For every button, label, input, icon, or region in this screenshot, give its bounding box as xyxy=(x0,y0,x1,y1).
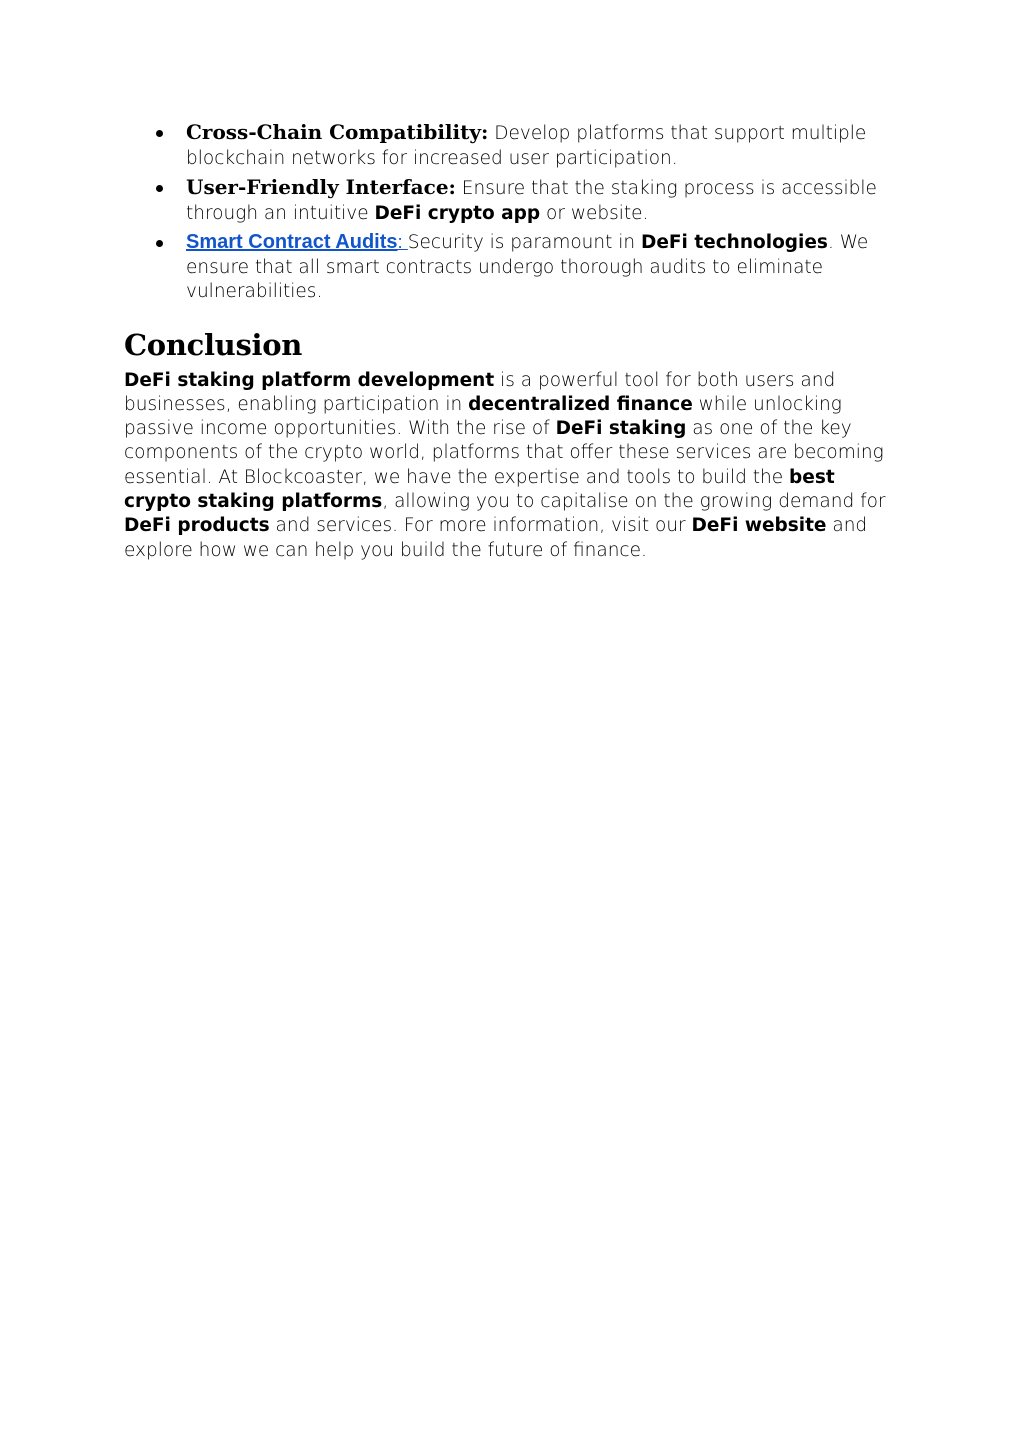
list-item xyxy=(124,175,904,226)
conclusion-paragraph xyxy=(124,369,904,563)
list-item xyxy=(124,230,904,305)
list-item-lead: User-Friendly Interface: xyxy=(186,175,456,199)
document-page xyxy=(124,120,904,563)
keyword: best crypto staking platforms xyxy=(124,466,835,512)
paragraph-text: while unlocking passive income opportunities. With the rise of xyxy=(124,393,842,440)
bullet-icon xyxy=(156,185,163,192)
list-item-text: Develop platforms that support multiple blockchain networks for increased user participation. xyxy=(186,123,867,169)
list-item-text: or website. xyxy=(540,202,649,224)
list-item xyxy=(124,120,904,171)
list-item-lead: Cross-Chain Compatibility: xyxy=(186,120,489,144)
list-item-text: . We ensure that all smart contracts undergo thorough audits to eliminate vulnerabilities. xyxy=(186,232,869,302)
keyword-defi-crypto-app: DeFi crypto app xyxy=(374,202,541,224)
feature-list xyxy=(124,120,904,305)
keyword: decentralized finance xyxy=(468,393,693,415)
paragraph-text: and services. For more information, visit our xyxy=(269,515,692,537)
bullet-icon xyxy=(156,130,163,137)
paragraph-text: is a powerful tool for both users and businesses, enabling participation in xyxy=(124,369,836,415)
list-item-text: Ensure that the staking process is accessible through an intuitive xyxy=(186,178,877,224)
keyword: DeFi website xyxy=(691,515,827,537)
bullet-icon xyxy=(156,240,163,247)
keyword: DeFi staking xyxy=(555,418,687,440)
keyword-defi-technologies: DeFi technologies xyxy=(641,232,828,253)
paragraph-text: as one of the key components of the crypto world, platforms that offer these services are becoming essential. At Blockcoaster, we have the expertise and tools to build the xyxy=(124,418,884,488)
keyword: DeFi staking platform development xyxy=(124,369,495,391)
section-heading: Conclusion xyxy=(124,327,303,362)
smart-contract-audits-link[interactable]: Smart Contract Audits xyxy=(186,231,398,253)
keyword: DeFi products xyxy=(124,515,270,537)
paragraph-text: , allowing you to capitalise on the growing demand for xyxy=(382,490,886,512)
link-tail[interactable]: : xyxy=(397,231,408,252)
paragraph-text: and explore how we can help you build the future of finance. xyxy=(124,515,868,561)
list-item-text: Security is paramount in xyxy=(407,232,641,253)
